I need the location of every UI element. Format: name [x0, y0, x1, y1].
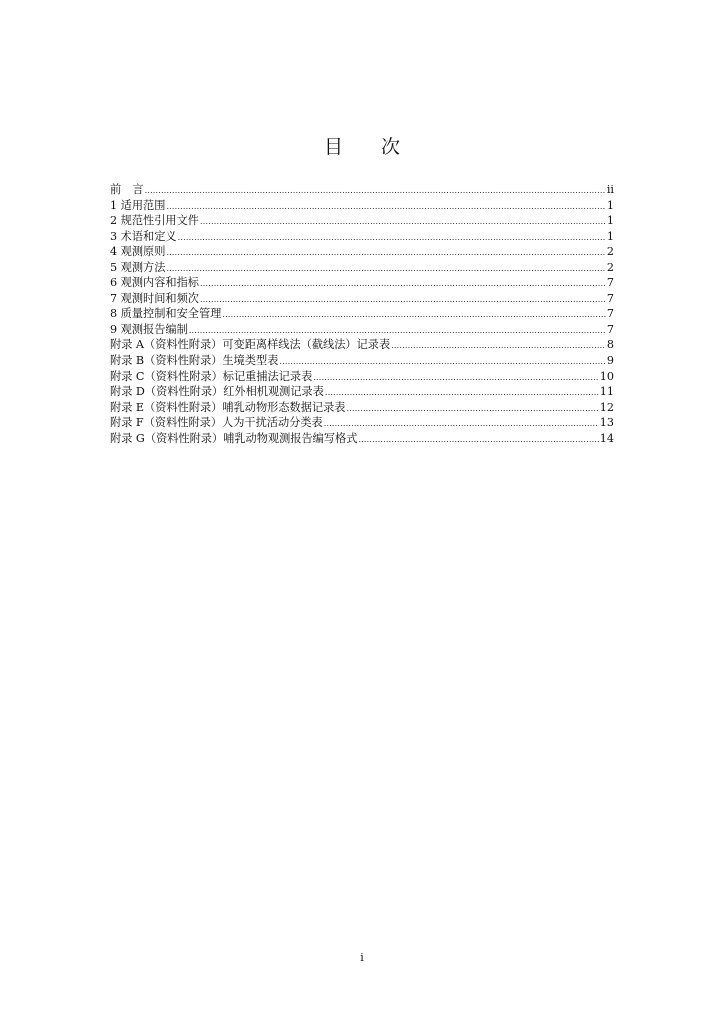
toc-entry-label: 7 观测时间和频次 — [110, 291, 199, 305]
toc-entry-2[interactable] — [110, 213, 614, 229]
toc-leader-dots — [166, 245, 605, 261]
toc-entry-label: 8 质量控制和安全管理 — [110, 307, 222, 321]
toc-leader-dots — [279, 354, 605, 370]
toc-entry-label: 附录 B（资料性附录）生境类型表 — [110, 354, 279, 368]
toc-leader-dots — [358, 432, 598, 448]
toc-leader-dots — [346, 401, 598, 417]
toc-leader-dots — [200, 276, 606, 292]
toc-entry-label: 4 观测原则 — [110, 245, 166, 259]
toc-entry-5[interactable] — [110, 260, 614, 276]
toc-entry-7[interactable] — [110, 291, 614, 307]
table-of-contents — [110, 182, 614, 446]
toc-entry-appendix-f[interactable] — [110, 415, 614, 431]
toc-entry-page: 13 — [599, 416, 614, 430]
toc-entry-label: 附录 C（资料性附录）标记重捕法记录表 — [110, 369, 313, 383]
toc-entry-label: 2 规范性引用文件 — [110, 214, 199, 228]
toc-entry-label: 附录 G（资料性附录）哺乳动物观测报告编写格式 — [110, 431, 358, 445]
toc-entry-page: 2 — [606, 260, 614, 274]
toc-entry-9[interactable] — [110, 322, 614, 338]
toc-entry-label: 6 观测内容和指标 — [110, 276, 199, 290]
toc-entry-page: 9 — [606, 354, 614, 368]
toc-entry-page: 10 — [599, 369, 614, 383]
toc-entry-label: 前 言 — [110, 183, 144, 196]
page-title — [0, 132, 724, 159]
toc-leader-dots — [166, 199, 605, 215]
toc-entry-3[interactable] — [110, 229, 614, 245]
toc-leader-dots — [200, 292, 606, 308]
toc-leader-dots — [166, 261, 605, 277]
toc-leader-dots — [178, 230, 606, 246]
toc-entry-appendix-e[interactable] — [110, 400, 614, 416]
toc-entry-page: 7 — [606, 307, 614, 321]
toc-entry-appendix-d[interactable] — [110, 384, 614, 400]
toc-leader-dots — [391, 338, 606, 354]
toc-entry-label: 附录 A（资料性附录）可变距离样线法（截线法）记录表 — [110, 338, 391, 352]
toc-entry-page: 7 — [606, 291, 614, 305]
toc-entry-label: 附录 D（资料性附录）红外相机观测记录表 — [110, 385, 324, 399]
toc-entry-page: 12 — [599, 400, 614, 414]
page-title-part2: 次 — [381, 136, 401, 158]
toc-leader-dots — [222, 307, 606, 323]
toc-entry-4[interactable] — [110, 244, 614, 260]
toc-leader-dots — [145, 183, 606, 199]
toc-entry-label: 5 观测方法 — [110, 260, 166, 274]
toc-entry-page: 2 — [606, 245, 614, 259]
toc-leader-dots — [189, 323, 606, 339]
toc-entry-label: 附录 F（资料性附录）人为干扰活动分类表 — [110, 416, 323, 430]
toc-entry-appendix-b[interactable] — [110, 353, 614, 369]
toc-entry-label: 3 术语和定义 — [110, 229, 177, 243]
toc-entry-page: 14 — [599, 431, 614, 445]
toc-entry-page: 7 — [606, 322, 614, 336]
toc-entry-appendix-c[interactable] — [110, 369, 614, 385]
toc-entry-page: 1 — [606, 229, 614, 243]
toc-leader-dots — [325, 385, 599, 401]
toc-entry-appendix-g[interactable] — [110, 431, 614, 447]
toc-entry-page: 1 — [606, 214, 614, 228]
toc-entry-foreword[interactable] — [110, 182, 614, 198]
page-title-part1: 目 — [323, 136, 343, 158]
toc-leader-dots — [313, 370, 598, 386]
toc-entry-appendix-a[interactable] — [110, 337, 614, 353]
toc-entry-page: ii — [606, 183, 614, 196]
toc-entry-label: 9 观测报告编制 — [110, 322, 188, 336]
toc-entry-page: 1 — [606, 198, 614, 212]
toc-leader-dots — [324, 416, 599, 432]
toc-entry-label: 附录 E（资料性附录）哺乳动物形态数据记录表 — [110, 400, 346, 414]
toc-leader-dots — [200, 214, 606, 230]
toc-entry-label: 1 适用范围 — [110, 198, 166, 212]
toc-entry-8[interactable] — [110, 306, 614, 322]
page-number: i — [360, 951, 364, 964]
toc-entry-1[interactable] — [110, 198, 614, 214]
toc-entry-page: 11 — [599, 385, 614, 399]
toc-entry-6[interactable] — [110, 275, 614, 291]
toc-entry-page: 7 — [606, 276, 614, 290]
toc-entry-page: 8 — [606, 338, 614, 352]
